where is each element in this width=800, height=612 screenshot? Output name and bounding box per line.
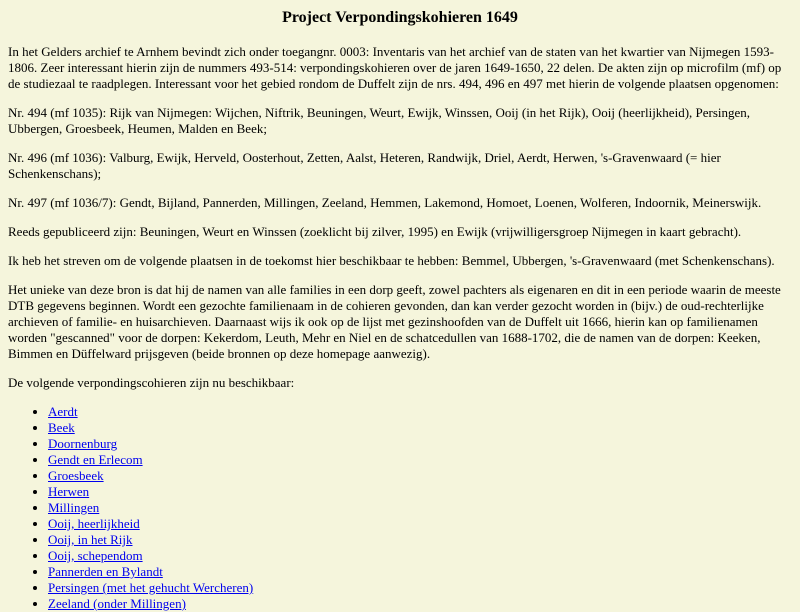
town-link-beek[interactable]: Beek xyxy=(48,420,75,435)
town-list xyxy=(8,404,792,612)
paragraph-nr-497: Nr. 497 (mf 1036/7): Gendt, Bijland, Pannerden, Millingen, Zeeland, Hemmen, Lakemond, Homoet, Loenen, Wolferen, Indoornik, Meinerswijk. xyxy=(8,195,762,210)
town-link-ooij-heerlijkheid[interactable]: Ooij, heerlijkheid xyxy=(48,516,140,531)
list-item xyxy=(48,532,792,548)
list-item xyxy=(48,468,792,484)
list-item xyxy=(48,564,792,580)
unique-source-paragraph: Het unieke van deze bron is dat hij de namen van alle families in een dorp geeft, zowel pachters als eigenaren en dit in een periode waarin de meeste DTB gegevens beginnen. Wordt een gezochte familienaam in de cohieren gevonden, dan kan verder gezocht worden in (bijv.) de oud-rechterlijke archieven of familie- en huisarchieven. Daarnaast wijs ik ook op de lijst met gezinshoofden van de Duffelt uit 1666, hierin kan op familienamen worden "gescanned" voor de dorpen: Kekerdom, Leuth, Mehr en Niel en de schatcedullen van 1688-1702, die de namen van de dorpen: Keeken, Bimmen en Düffelward prijsgeven (beide bronnen op deze homepage aanwezig). xyxy=(8,282,781,361)
town-link-herwen[interactable]: Herwen xyxy=(48,484,90,499)
list-item xyxy=(48,484,792,500)
town-link-aerdt[interactable]: Aerdt xyxy=(48,404,78,419)
available-intro: De volgende verpondingscohieren zijn nu beschikbaar: xyxy=(8,375,295,390)
town-link-ooij-schependom[interactable]: Ooij, schependom xyxy=(48,548,143,563)
town-link-doornenburg[interactable]: Doornenburg xyxy=(48,436,118,451)
list-item xyxy=(48,452,792,468)
town-link-zeeland[interactable]: Zeeland (onder Millingen) xyxy=(48,596,186,611)
list-item xyxy=(48,516,792,532)
town-link-millingen[interactable]: Millingen xyxy=(48,500,100,515)
town-link-pannerden-en-bylandt[interactable]: Pannerden en Bylandt xyxy=(48,564,163,579)
list-item xyxy=(48,500,792,516)
paragraph-nr-494: Nr. 494 (mf 1035): Rijk van Nijmegen: Wijchen, Niftrik, Beuningen, Weurt, Ewijk, Winssen, Ooij (in het Rijk), Ooij (heerlijkheid), Persingen, Ubbergen, Groesbeek, Heumen, Malden en Beek; xyxy=(8,105,751,136)
town-link-groesbeek[interactable]: Groesbeek xyxy=(48,468,104,483)
published-paragraph: Reeds gepubliceerd zijn: Beuningen, Weurt en Winssen (zoeklicht bij zilver, 1995) en Ewijk (vrijwilligersgroep Nijmegen in kaart gebracht). xyxy=(8,224,742,239)
list-item xyxy=(48,548,792,564)
list-item xyxy=(48,436,792,452)
paragraph-nr-496: Nr. 496 (mf 1036): Valburg, Ewijk, Herveld, Oosterhout, Zetten, Aalst, Heteren, Randwijk, Driel, Aerdt, Herwen, 's-Gravenwaard (= hier Schenkenschans); xyxy=(8,150,721,181)
page-title: Project Verpondingskohieren 1649 xyxy=(282,9,518,26)
list-item xyxy=(48,596,792,612)
page xyxy=(0,8,800,612)
list-item xyxy=(48,404,792,420)
town-link-persingen[interactable]: Persingen (met het gehucht Wercheren) xyxy=(48,580,254,595)
town-link-gendt-en-erlecom[interactable]: Gendt en Erlecom xyxy=(48,452,143,467)
intro-paragraph: In het Gelders archief te Arnhem bevindt zich onder toegangnr. 0003: Inventaris van het archief van de staten van het kwartier van Nijmegen 1593-1806. Zeer interessant hierin zijn de nummers 493-514: verpondingskohieren over de jaren 1649-1650, 22 delen. De akten zijn op microfilm (mf) op de studiezaal te raadplegen. Interessant voor het gebied rondom de Duffelt zijn de nrs. 494, 496 en 497 met hierin de volgende plaatsen opgenomen: xyxy=(8,44,782,91)
town-link-ooij-in-het-rijk[interactable]: Ooij, in het Rijk xyxy=(48,532,133,547)
future-paragraph: Ik heb het streven om de volgende plaatsen in de toekomst hier beschikbaar te hebben: Bemmel, Ubbergen, 's-Gravenwaard (met Schenkenschans). xyxy=(8,253,775,268)
list-item xyxy=(48,420,792,436)
list-item xyxy=(48,580,792,596)
